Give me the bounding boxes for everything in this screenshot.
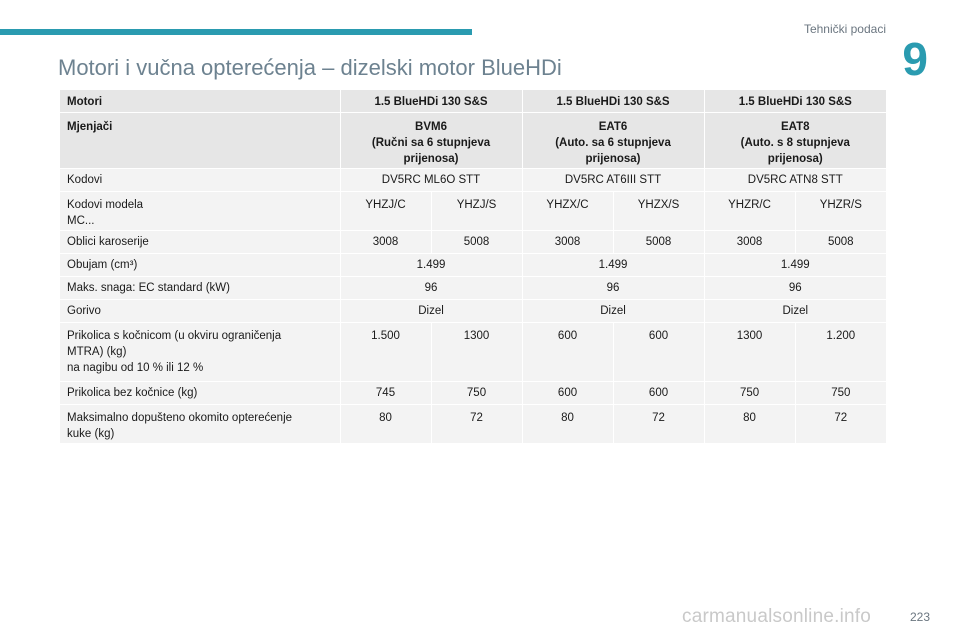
table-row-bodies bbox=[60, 231, 886, 254]
unbraked-trailer-value: 600 bbox=[522, 382, 613, 405]
fuel-label: Gorivo bbox=[60, 300, 340, 323]
unbraked-trailer-value: 750 bbox=[795, 382, 886, 405]
codes-label: Kodovi bbox=[60, 169, 340, 192]
model-codes-label bbox=[60, 192, 340, 231]
engine-name: 1.5 BlueHDi 130 S&S bbox=[340, 90, 522, 113]
model-codes-label-line: Kodovi modela bbox=[67, 199, 144, 211]
power-value: 96 bbox=[340, 277, 522, 300]
gearbox-cell bbox=[522, 113, 704, 169]
gearbox-description: (Ručni sa 6 stupnjeva prijenosa) bbox=[371, 137, 491, 165]
table-row-nose-weight bbox=[60, 405, 886, 444]
displacement-value: 1.499 bbox=[340, 254, 522, 277]
body-type: 3008 bbox=[522, 231, 613, 254]
nose-weight-label bbox=[60, 405, 340, 444]
fuel-value: Dizel bbox=[340, 300, 522, 323]
gearbox-code: EAT8 bbox=[781, 121, 810, 133]
braked-trailer-value: 1300 bbox=[704, 323, 795, 382]
gearbox-code: EAT6 bbox=[598, 121, 628, 133]
engine-code: DV5RC AT6III STT bbox=[522, 169, 704, 192]
engine-label: Motori bbox=[60, 90, 340, 113]
body-type: 5008 bbox=[613, 231, 704, 254]
model-code: YHZX/C bbox=[522, 192, 613, 231]
gearbox-code: BVM6 bbox=[415, 121, 447, 133]
displacement-value: 1.499 bbox=[522, 254, 704, 277]
gearbox-label: Mjenjači bbox=[60, 113, 340, 169]
engine-code: DV5RC ATN8 STT bbox=[704, 169, 886, 192]
nose-weight-label-line: kuke (kg) bbox=[67, 428, 115, 440]
model-code: YHZJ/S bbox=[431, 192, 522, 231]
engine-name: 1.5 BlueHDi 130 S&S bbox=[704, 90, 886, 113]
nose-weight-value: 72 bbox=[795, 405, 886, 444]
nose-weight-value: 72 bbox=[613, 405, 704, 444]
engine-code: DV5RC ML6O STT bbox=[340, 169, 522, 192]
body-type: 3008 bbox=[704, 231, 795, 254]
body-type: 3008 bbox=[340, 231, 431, 254]
section-name: Tehnički podaci bbox=[803, 22, 886, 36]
engine-spec-table bbox=[60, 90, 886, 444]
fuel-value: Dizel bbox=[704, 300, 886, 323]
table-row-engines bbox=[60, 90, 886, 113]
unbraked-trailer-value: 750 bbox=[431, 382, 522, 405]
table-row-power bbox=[60, 277, 886, 300]
table-row-gearboxes bbox=[60, 113, 886, 169]
body-type: 5008 bbox=[431, 231, 522, 254]
gearbox-description: (Auto. s 8 stupnjeva prijenosa) bbox=[740, 137, 850, 165]
page-title: Motori i vučna opterećenja – dizelski motor BlueHDi bbox=[58, 55, 562, 80]
model-codes-label-line: MC... bbox=[67, 215, 95, 227]
power-value: 96 bbox=[522, 277, 704, 300]
unbraked-trailer-value: 600 bbox=[613, 382, 704, 405]
nose-weight-value: 80 bbox=[522, 405, 613, 444]
braked-trailer-label bbox=[60, 323, 340, 382]
table-row-fuel bbox=[60, 300, 886, 323]
model-code: YHZR/C bbox=[704, 192, 795, 231]
gearbox-cell bbox=[704, 113, 886, 169]
table-row-braked-trailer bbox=[60, 323, 886, 382]
page-number: 223 bbox=[909, 610, 930, 624]
nose-weight-label-line: Maksimalno dopušteno okomito opterećenje bbox=[67, 412, 293, 424]
power-value: 96 bbox=[704, 277, 886, 300]
braked-trailer-value: 600 bbox=[613, 323, 704, 382]
model-code: YHZJ/C bbox=[340, 192, 431, 231]
gearbox-description: (Auto. sa 6 stupnjeva prijenosa) bbox=[555, 137, 671, 165]
braked-trailer-value: 1.200 bbox=[795, 323, 886, 382]
engine-name: 1.5 BlueHDi 130 S&S bbox=[522, 90, 704, 113]
table-row-displacement bbox=[60, 254, 886, 277]
table-row-codes bbox=[60, 169, 886, 192]
braked-trailer-value: 600 bbox=[522, 323, 613, 382]
displacement-label: Obujam (cm³) bbox=[60, 254, 340, 277]
unbraked-trailer-label: Prikolica bez kočnice (kg) bbox=[60, 382, 340, 405]
model-code: YHZR/S bbox=[795, 192, 886, 231]
table-row-unbraked-trailer bbox=[60, 382, 886, 405]
fuel-value: Dizel bbox=[522, 300, 704, 323]
power-label: Maks. snaga: EC standard (kW) bbox=[60, 277, 340, 300]
nose-weight-value: 72 bbox=[431, 405, 522, 444]
braked-trailer-label-line: MTRA) (kg) bbox=[67, 346, 127, 358]
unbraked-trailer-value: 750 bbox=[704, 382, 795, 405]
displacement-value: 1.499 bbox=[704, 254, 886, 277]
gearbox-cell bbox=[340, 113, 522, 169]
bodies-label: Oblici karoserije bbox=[60, 231, 340, 254]
nose-weight-value: 80 bbox=[340, 405, 431, 444]
braked-trailer-label-line: Prikolica s kočnicom (u okviru ograničenja bbox=[67, 330, 282, 342]
watermark: carmanualsonline.info bbox=[682, 606, 872, 627]
unbraked-trailer-value: 745 bbox=[340, 382, 431, 405]
body-type: 5008 bbox=[795, 231, 886, 254]
header-accent-bar bbox=[0, 29, 472, 35]
model-code: YHZX/S bbox=[613, 192, 704, 231]
braked-trailer-label-line: na nagibu od 10 % ili 12 % bbox=[67, 362, 204, 374]
table-row-model-codes bbox=[60, 192, 886, 231]
nose-weight-value: 80 bbox=[704, 405, 795, 444]
braked-trailer-value: 1300 bbox=[431, 323, 522, 382]
chapter-number: 9 bbox=[902, 33, 928, 85]
braked-trailer-value: 1.500 bbox=[340, 323, 431, 382]
